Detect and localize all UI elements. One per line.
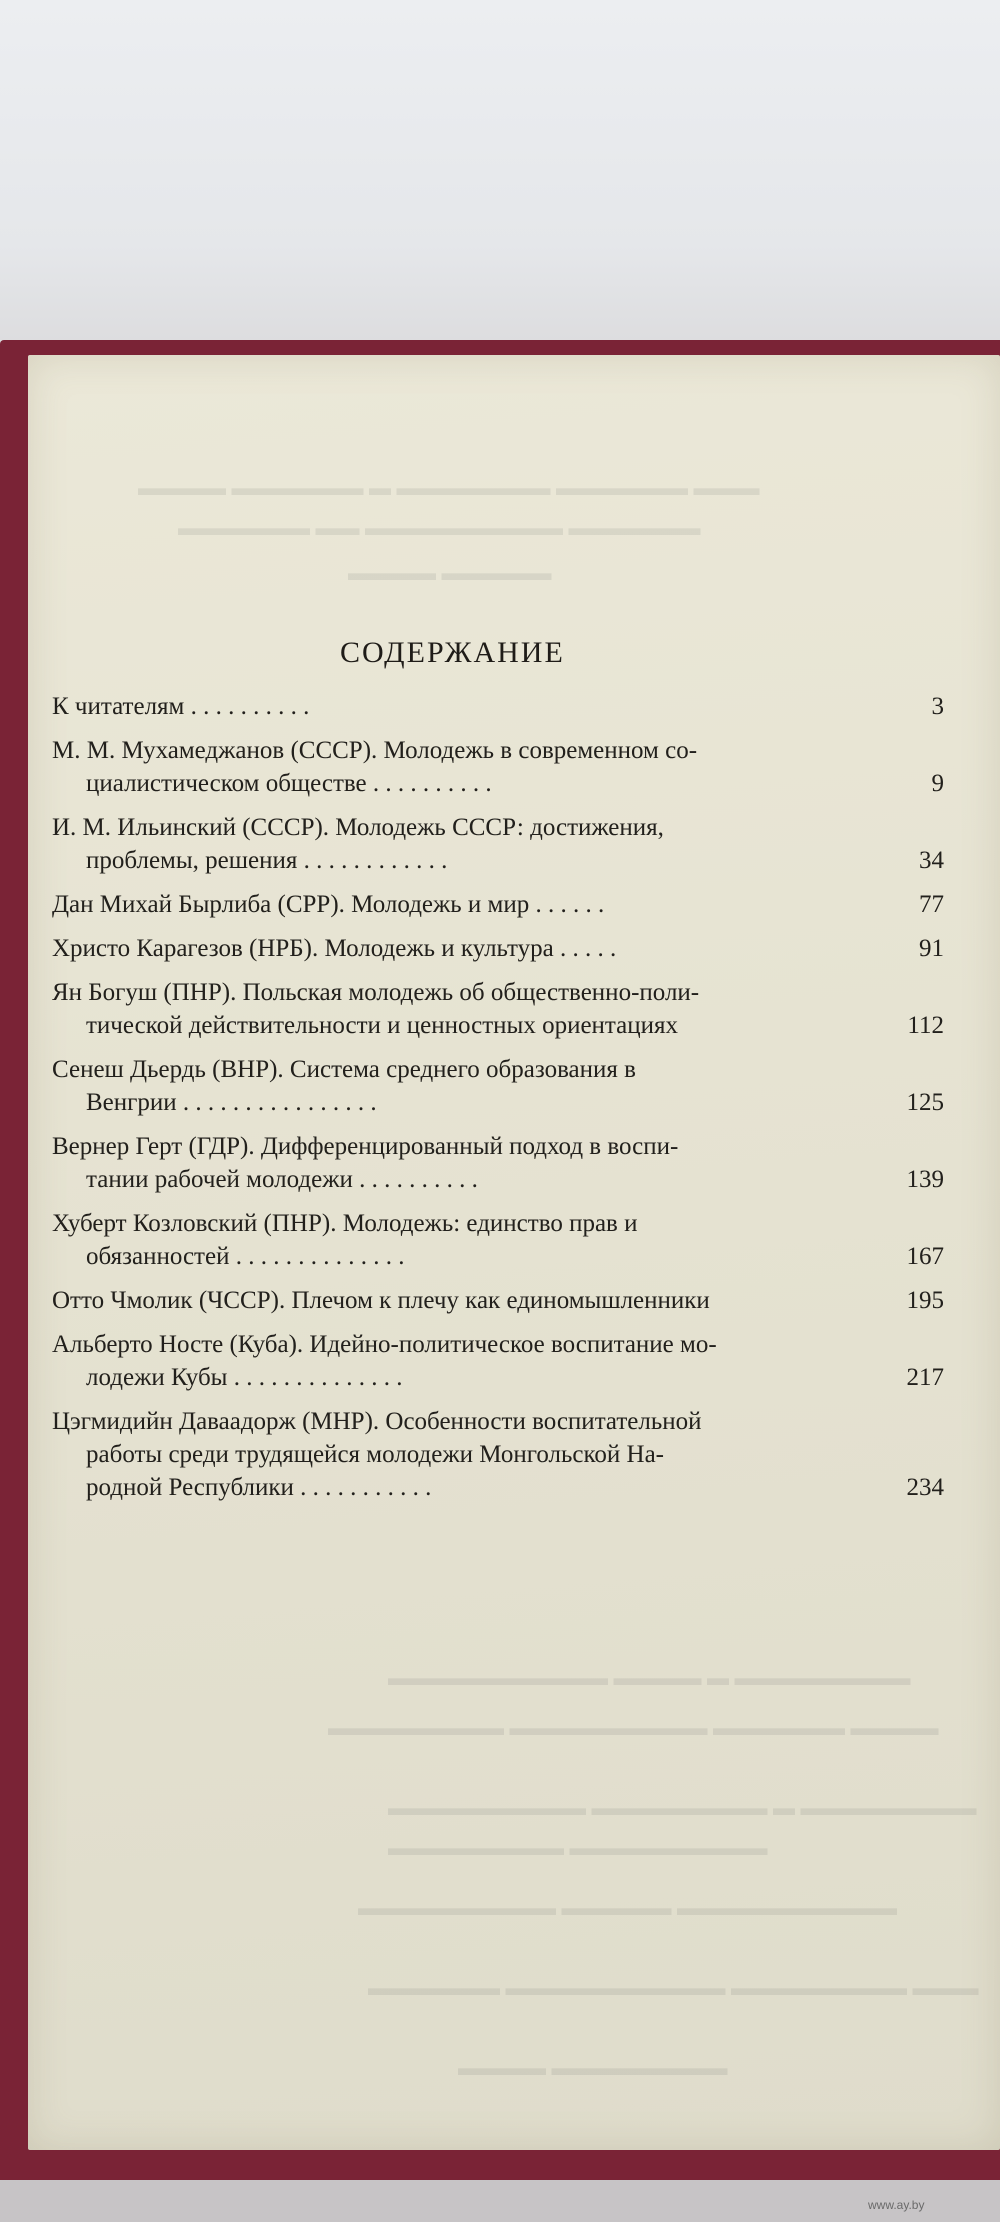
toc-entry-line: тической действительности и ценностных ориентациях	[86, 1012, 679, 1039]
toc-entry-line: проблемы, решения . . . . . . . . . . . .	[86, 847, 448, 874]
toc-page-number: 9	[931, 770, 944, 797]
toc-entry-line: Отто Чмолик (ЧССР). Плечом к плечу как единомышленники	[52, 1287, 710, 1314]
toc-page-number: 139	[906, 1166, 944, 1193]
toc-entry-line: Хуберт Козловский (ПНР). Молодежь: единство прав и	[52, 1210, 638, 1237]
table-of-contents	[52, 690, 972, 1515]
page-title: СОДЕРЖАНИЕ	[340, 636, 565, 669]
toc-entry-line: Дан Михай Бырлиба (СРР). Молодежь и мир . . . . . .	[52, 891, 605, 918]
toc-entry-line: тании рабочей молодежи . . . . . . . . . .	[86, 1166, 478, 1193]
toc-entry-line: Альберто Носте (Куба). Идейно-политическое воспитание мо-	[52, 1331, 717, 1358]
toc-entry-line: К читателям . . . . . . . . . .	[52, 693, 310, 720]
bleed-through-text: ▬▬▬▬▬▬▬▬▬ ▬▬▬▬▬ ▬▬▬▬▬▬▬▬▬▬	[358, 1895, 897, 1920]
bleed-through-text: ▬▬▬▬▬▬ ▬▬▬▬▬▬▬▬▬▬ ▬▬▬▬▬▬▬▬ ▬▬▬	[368, 1975, 979, 2000]
toc-entry-line: И. М. Ильинский (СССР). Молодежь СССР: достижения,	[52, 814, 664, 841]
toc-entry-line: Вернер Герт (ГДР). Дифференцированный подход в воспи-	[52, 1133, 679, 1160]
toc-page-number: 77	[919, 891, 944, 918]
toc-entry-line: Ян Богуш (ПНР). Польская молодежь об общественно-поли-	[52, 979, 700, 1006]
toc-entry-line: М. М. Мухамеджанов (СССР). Молодежь в современном со-	[52, 737, 698, 764]
toc-page-number: 125	[906, 1089, 944, 1116]
toc-page-number: 3	[931, 693, 944, 720]
toc-page-number: 34	[919, 847, 944, 874]
bleed-through-text: ▬▬▬▬▬▬▬▬ ▬▬▬▬▬▬▬▬▬	[388, 1835, 768, 1860]
toc-entry	[52, 1130, 972, 1196]
toc-page-number: 234	[906, 1474, 944, 1501]
bleed-through-text: ▬▬▬▬▬▬▬▬▬▬ ▬▬▬▬ ▬ ▬▬▬▬▬▬▬▬	[388, 1665, 911, 1690]
bleed-through-text: ▬▬▬▬▬▬ ▬▬ ▬▬▬▬▬▬▬▬▬ ▬▬▬▬▬▬	[178, 515, 701, 540]
toc-page-number: 217	[906, 1364, 944, 1391]
toc-entry-line: Сенеш Дьердь (ВНР). Система среднего образования в	[52, 1056, 636, 1083]
toc-entry	[52, 1207, 972, 1273]
toc-page-number: 91	[919, 935, 944, 962]
toc-entry-line: циалистическом обществе . . . . . . . . . .	[86, 770, 492, 797]
toc-entry	[52, 932, 972, 965]
toc-entry-line: родной Республики . . . . . . . . . . .	[86, 1474, 432, 1501]
toc-entry	[52, 888, 972, 921]
bleed-through-text: ▬▬▬▬▬▬▬▬ ▬▬▬▬▬▬▬▬▬ ▬▬▬▬▬▬ ▬▬▬▬	[328, 1715, 939, 1740]
toc-entry-line: работы среди трудящейся молодежи Монгольской На-	[86, 1441, 664, 1468]
watermark: www.ay.by	[868, 2198, 925, 2212]
toc-entry-line: Цэгмидийн Даваадорж (МНР). Особенности воспитательной	[52, 1408, 702, 1435]
bleed-through-text: ▬▬▬▬ ▬▬▬▬▬▬▬▬	[458, 2055, 728, 2080]
toc-page-number: 195	[906, 1287, 944, 1314]
toc-entry	[52, 1053, 972, 1119]
toc-entry	[52, 976, 972, 1042]
toc-entry	[52, 1284, 972, 1317]
toc-entry-line: лодежи Кубы . . . . . . . . . . . . . .	[86, 1364, 403, 1391]
toc-entry	[52, 1405, 972, 1504]
toc-page-number: 167	[906, 1243, 944, 1270]
bleed-through-text: ▬▬▬▬ ▬▬▬▬▬▬ ▬ ▬▬▬▬▬▬▬ ▬▬▬▬▬▬ ▬▬▬	[138, 475, 760, 500]
toc-entry	[52, 690, 972, 723]
bleed-through-text: ▬▬▬▬ ▬▬▬▬▬	[348, 560, 552, 585]
toc-page-number: 112	[907, 1012, 944, 1039]
toc-entry-line: обязанностей . . . . . . . . . . . . . .	[86, 1243, 405, 1270]
background-surface	[0, 0, 1000, 350]
toc-entry	[52, 734, 972, 800]
toc-entry-line: Венгрии . . . . . . . . . . . . . . . .	[86, 1089, 377, 1116]
toc-entry	[52, 811, 972, 877]
toc-entry-line: Христо Карагезов (НРБ). Молодежь и культура . . . . .	[52, 935, 617, 962]
toc-entry	[52, 1328, 972, 1394]
bleed-through-text: ▬▬▬▬▬▬▬▬▬ ▬▬▬▬▬▬▬▬ ▬ ▬▬▬▬▬▬▬▬	[388, 1795, 977, 1820]
